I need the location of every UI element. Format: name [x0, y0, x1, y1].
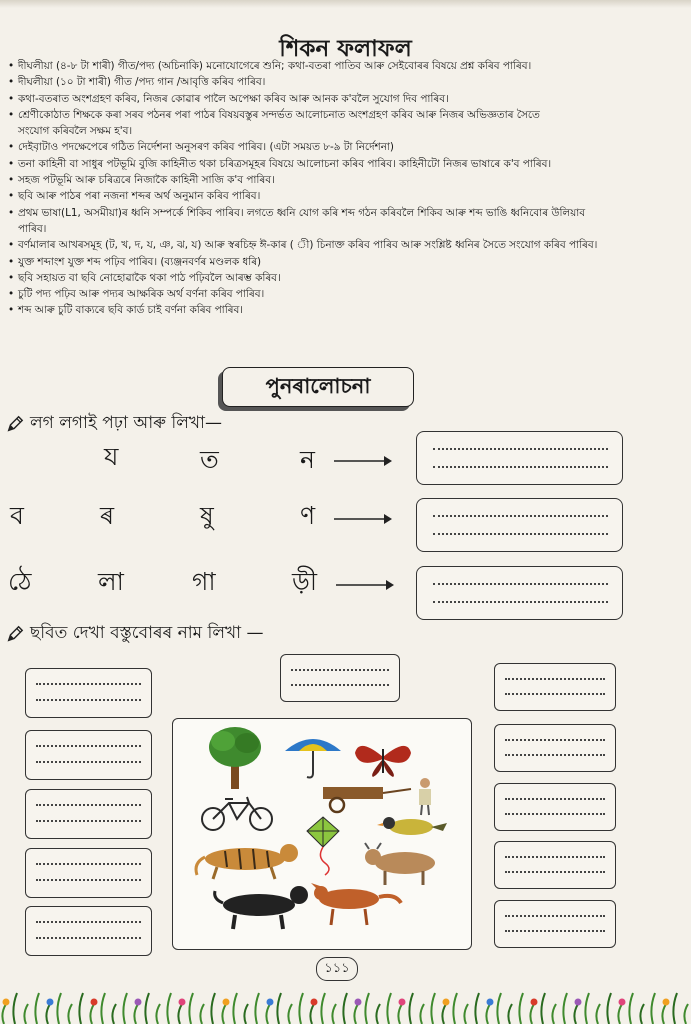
- name-answer-box-right-1[interactable]: [494, 663, 616, 711]
- bird-icon: [377, 817, 447, 835]
- grass-blade: [376, 1004, 380, 1024]
- grass-blade: [651, 993, 655, 1024]
- row2-answer-box[interactable]: [416, 498, 623, 552]
- page-number: ১১১: [316, 957, 358, 981]
- name-answer-box-right-3[interactable]: [494, 783, 616, 831]
- grass-blade: [288, 1004, 292, 1024]
- outcome-item: • ছবি আৰু পাঠৰ পৰা নজনা শব্দৰ অৰ্থ অনুমান কৰিব পাৰিব।: [8, 188, 680, 204]
- grass-blade: [673, 993, 677, 1024]
- flower-icon: [135, 999, 142, 1006]
- flower-icon: [531, 999, 538, 1006]
- tiger-icon: [196, 844, 298, 879]
- grass-blade: [299, 993, 303, 1024]
- outcome-item: • ছবি সহায়ত বা ছবি নোহোৱাকৈ থকা পাঠ পঢ়িবলৈ আৰম্ভ কৰিব।: [8, 270, 680, 286]
- outcome-item: • দেই়বাটাও পদক্ষেপেৰে গঠিত নিৰ্দেশনা অনুসৰণ কৰিব পাৰিব। (এটা সময়ত ৮-৯ টা নিৰ্দেশনা): [8, 139, 680, 155]
- outcome-item: • শব্দ আৰু চুটি বাক্যৰে ছবি কাৰ্ড চাই বৰ্ণনা কৰিব পাৰিব।: [8, 302, 680, 318]
- grass-blade: [57, 993, 61, 1024]
- flower-icon: [575, 999, 582, 1006]
- grass-blade: [189, 993, 193, 1024]
- name-answer-box-left-3[interactable]: [25, 789, 152, 839]
- flower-icon: [663, 999, 670, 1006]
- flower-icon: [179, 999, 186, 1006]
- name-answer-box-right-4[interactable]: [494, 841, 616, 889]
- grass-blade: [112, 1004, 116, 1024]
- row1-answer-box[interactable]: [416, 431, 623, 485]
- grass-blade: [596, 1004, 600, 1024]
- top-strip: [0, 0, 691, 8]
- name-answer-box-top[interactable]: [280, 654, 400, 702]
- flower-icon: [487, 999, 494, 1006]
- page-title: শিকন ফলাফল: [279, 36, 412, 62]
- grass-blade: [211, 993, 215, 1024]
- dog-icon: [215, 886, 308, 929]
- cow-icon: [365, 843, 435, 885]
- flower-icon: [443, 999, 450, 1006]
- name-answer-box-left-1[interactable]: [25, 668, 152, 718]
- grass-blade: [475, 993, 479, 1024]
- exercise2-heading: [6, 620, 264, 648]
- flower-icon: [399, 999, 406, 1006]
- grass-blade: [156, 1004, 160, 1024]
- review-banner: পুনৰালোচনা: [222, 367, 414, 407]
- grass-blade: [354, 1004, 358, 1024]
- tree-icon: [209, 727, 261, 789]
- pencil-icon: [6, 415, 24, 433]
- grass-blade: [222, 1004, 226, 1024]
- row3-letter-4: ড়ী: [292, 567, 318, 596]
- grass-blade: [398, 1004, 402, 1024]
- row3-letter-1: ঠে: [8, 567, 32, 596]
- grass-blade: [618, 1004, 622, 1024]
- exercise2-heading-text: ছবিত দেখা বস্তুবোৰৰ নাম লিখা —: [30, 623, 264, 643]
- grass-blade: [343, 993, 347, 1024]
- fox-icon: [311, 883, 401, 925]
- grass-blade: [46, 1004, 50, 1024]
- row2-letter-1: ব: [10, 501, 24, 530]
- row1-letter-2: ত: [200, 445, 219, 474]
- grass-blade: [68, 1004, 72, 1024]
- grass-blade: [266, 1004, 270, 1024]
- name-answer-box-left-5[interactable]: [25, 906, 152, 956]
- flower-icon: [267, 999, 274, 1006]
- name-answer-box-right-5[interactable]: [494, 900, 616, 948]
- outcome-item: • চুটি পদ্য পঢ়িব আৰু পদ্যৰ আক্ষৰিক অৰ্থ বৰ্ণনা কৰিব পাৰিব।: [8, 286, 680, 302]
- name-answer-box-left-2[interactable]: [25, 730, 152, 780]
- outcome-item: • যুক্ত শব্দাংশ যুক্ত শব্দ পঢ়িব পাৰিব। (ব্যঞ্জনবৰ্ণৰ মণ্ডলক ধৰি): [8, 254, 680, 270]
- grass-blade: [519, 993, 523, 1024]
- grass-blade: [255, 993, 259, 1024]
- outcome-item: • দীঘলীয়া (১০ টা শাৰী) গীত /পদ্য গান /আবৃত্তি কৰিব পাৰিব।: [8, 74, 680, 90]
- grass-blade: [574, 1004, 578, 1024]
- row1-letter-3: ন: [300, 445, 315, 474]
- name-answer-box-left-4[interactable]: [25, 848, 152, 898]
- grass-blade: [629, 993, 633, 1024]
- grass-blade: [431, 993, 435, 1024]
- pencil-icon: [6, 625, 24, 643]
- exercise1-heading: [6, 410, 222, 438]
- grass-blade: [552, 1004, 556, 1024]
- outcome-item: • দীঘলীয়া (৪-৮ টা শাৰী) গীত/পদ্য (অচিনাকি) মনোযোগেৰে শুনি; কথা-বতৰা পাতিব আৰু সেইবোৰৰ বিষয়ে প্ৰশ্ন কৰিব পাৰিব।: [8, 58, 680, 74]
- exercise1-heading-text: লগ লগাই পঢ়া আৰু লিখা—: [30, 413, 222, 433]
- row3-letter-2: লা: [98, 567, 124, 596]
- bicycle-icon: [202, 797, 272, 830]
- grass-blade: [167, 993, 171, 1024]
- flower-icon: [91, 999, 98, 1006]
- umbrella-icon: [285, 739, 341, 778]
- grass-blade: [486, 1004, 490, 1024]
- grass-blade: [497, 993, 501, 1024]
- grass-blade: [453, 993, 457, 1024]
- name-answer-box-right-2[interactable]: [494, 724, 616, 772]
- grass-blade: [233, 993, 237, 1024]
- butterfly-icon: [355, 746, 411, 777]
- kite-icon: [307, 817, 339, 875]
- flower-icon: [355, 999, 362, 1006]
- row2-arrow-icon: [334, 512, 394, 526]
- grass-blade: [332, 1004, 336, 1024]
- grass-blade: [365, 993, 369, 1024]
- flower-icon: [3, 999, 10, 1006]
- grass-blade: [321, 993, 325, 1024]
- picture-panel: [172, 718, 472, 950]
- flower-icon: [311, 999, 318, 1006]
- outcome-item: • প্ৰথম ভাষা(L1, অসমীয়া)ৰ ধ্বনি সম্পৰ্কে শিকিব পাৰিব। লগতে ধ্বনি যোগ কৰি শব্দ গঠন কৰিবলৈ শিকিব আৰু শব্দ ভাঙি ধ্বনিবোৰ উলিয়াব: [8, 205, 680, 221]
- grass-blade: [684, 1004, 688, 1024]
- grass-blade: [13, 993, 17, 1024]
- grass-blade: [200, 1004, 204, 1024]
- grass-blade: [134, 1004, 138, 1024]
- outcome-item: • সহজ পটভূমি আৰু চৰিত্ৰৰে নিজাকৈ কাহিনী সাজি ক'ব পাৰিব।: [8, 172, 680, 188]
- grass-blade: [101, 993, 105, 1024]
- grass-blade: [145, 993, 149, 1024]
- grass-blade: [563, 993, 567, 1024]
- grass-blade: [442, 1004, 446, 1024]
- outcome-item: • শ্ৰেণীকোঠাত শিক্ষকে কৰা সৰব পঠনৰ পৰা পাঠৰ বিষয়বস্তুৰ সন্দৰ্ভত আলোচনাত অংশগ্ৰহণ কৰিব আৰু নিজৰ অভিজ্ঞতাৰ সৈতে: [8, 107, 680, 123]
- flower-icon: [619, 999, 626, 1006]
- grass-blade: [420, 1004, 424, 1024]
- row3-answer-box[interactable]: [416, 566, 623, 620]
- row2-letter-2: ৰ: [100, 501, 115, 530]
- row2-letter-4: ণ: [300, 501, 316, 530]
- grass-blade: [541, 993, 545, 1024]
- cart-icon: [323, 787, 411, 812]
- outcome-item: পাৰিব।: [18, 222, 47, 235]
- row1-letter-1: য: [104, 442, 119, 471]
- man-icon: [419, 778, 431, 815]
- grass-blade: [244, 1004, 248, 1024]
- grass-blade: [387, 993, 391, 1024]
- outcome-item: সংযোগ কৰিবলৈ সক্ষম হ'ব।: [18, 125, 133, 138]
- row1-arrow-icon: [334, 454, 394, 468]
- row3-arrow-icon: [336, 578, 396, 592]
- row2-letter-3: ষু: [200, 501, 214, 530]
- grass-blade: [607, 993, 611, 1024]
- grass-blade: [90, 1004, 94, 1024]
- row3-letter-3: গা: [192, 567, 216, 596]
- grass-blade: [277, 993, 281, 1024]
- grass-blade: [123, 993, 127, 1024]
- learning-outcomes-list: [8, 58, 680, 319]
- grass-blade: [2, 1004, 6, 1024]
- grass-blade: [640, 1004, 644, 1024]
- grass-blade: [79, 993, 83, 1024]
- flower-icon: [47, 999, 54, 1006]
- grass-blade: [178, 1004, 182, 1024]
- grass-blade: [464, 1004, 468, 1024]
- grass-blade: [530, 1004, 534, 1024]
- flower-icon: [223, 999, 230, 1006]
- grass-blade: [24, 1004, 28, 1024]
- outcome-item: • বৰ্ণমালাৰ আখৰসমূহ (ট, খ, দ, য, ঞ, ঝ, য) আৰু স্বৰচিহ্ন ঈ-কাৰ ( ী) চিনাক্ত কৰিব পাৰিব আৰু সংশ্লিষ্ট ধ্বনিৰ সৈতে সংযোগ কৰিব পাৰিব।: [8, 237, 680, 253]
- grass-blade: [662, 1004, 666, 1024]
- grass-blade: [409, 993, 413, 1024]
- outcome-item: • তনা কাহিনী বা সাধুৰ পটভূমি বুজি কাহিনীত থকা চৰিত্ৰসমূহৰ বিষয়ে আলোচনা কৰিব পাৰিব। কাহিনীটো নিজৰ ভাষাৰে ক'ব পাৰিব।: [8, 156, 680, 172]
- grass-blade: [585, 993, 589, 1024]
- grass-blade: [35, 993, 39, 1024]
- grass-blade: [310, 1004, 314, 1024]
- grass-blade: [508, 1004, 512, 1024]
- outcome-item: • কথা-বতৰাত অংশগ্ৰহণ কৰিব, নিজৰ কোৱাৰ পাল‌ৈ অপেক্ষা কৰিব আৰু আনক ক'বলৈ সুযোগ দিব পাৰিব।: [8, 91, 680, 107]
